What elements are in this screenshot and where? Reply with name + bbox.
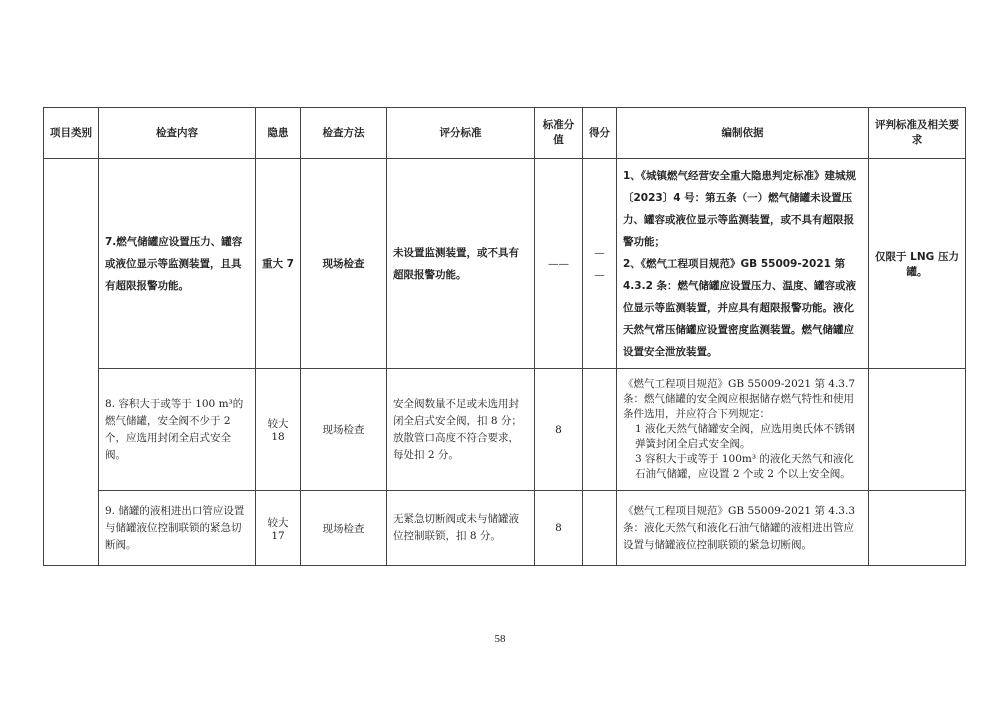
content-cell: 9. 储罐的液相进出口管应设置与储罐液位控制联锁的紧急切断阀。 xyxy=(99,491,256,566)
table-header-row xyxy=(44,108,966,159)
header-basis: 编制依据 xyxy=(617,108,869,159)
hazard-cell: 重大 7 xyxy=(256,159,301,369)
method-cell: 现场检查 xyxy=(301,491,387,566)
requirement-cell: 仅限于 LNG 压力罐。 xyxy=(869,159,966,369)
value-cell: 8 xyxy=(535,491,583,566)
table-row xyxy=(44,369,966,491)
hazard-cell: 较大17 xyxy=(256,491,301,566)
table-row xyxy=(44,491,966,566)
scoring-cell: 安全阀数量不足或未选用封闭全启式安全阀，扣 8 分；放散管口高度不符合要求，每处扣 2 分。 xyxy=(387,369,535,491)
value-cell: 8 xyxy=(535,369,583,491)
basis-cell xyxy=(617,159,869,369)
category-cell xyxy=(44,159,99,566)
inspection-table-sheet xyxy=(43,107,965,566)
scoring-cell: 未设置监测装置，或不具有超限报警功能。 xyxy=(387,159,535,369)
header-value: 标准分值 xyxy=(535,108,583,159)
hazard-cell: 较大18 xyxy=(256,369,301,491)
header-score: 得分 xyxy=(583,108,617,159)
header-scoring: 评分标准 xyxy=(387,108,535,159)
content-cell: 7.燃气储罐应设置压力、罐容或液位显示等监测装置，且具有超限报警功能。 xyxy=(99,159,256,369)
header-content: 检查内容 xyxy=(99,108,256,159)
header-requirement: 评判标准及相关要求 xyxy=(869,108,966,159)
header-method: 检查方法 xyxy=(301,108,387,159)
basis-paragraph: 《燃气工程项目规范》GB 55009-2021 第 4.3.7 条：燃气储罐的安全阀应根据储存燃气特性和使用条件选用，并应符合下列规定： xyxy=(623,378,856,420)
requirement-cell xyxy=(869,369,966,491)
table-row xyxy=(44,159,966,369)
basis-paragraph: 3 容积大于或等于 100m³ 的液化天然气和液化石油气储罐，应设置 2 个或 2 个以上安全阀。 xyxy=(635,453,854,480)
method-cell: 现场检查 xyxy=(301,159,387,369)
basis-cell xyxy=(617,369,869,491)
score-cell: — — xyxy=(583,159,617,369)
basis-paragraph: 《燃气工程项目规范》GB 55009-2021 第 4.3.3 条：液化天然气和液化石油气储罐的液相进出管应设置与储罐液位控制联锁的紧急切断阀。 xyxy=(623,504,856,551)
requirement-cell xyxy=(869,491,966,566)
header-hazard: 隐患 xyxy=(256,108,301,159)
content-cell: 8. 容积大于或等于 100 m³的燃气储罐，安全阀不少于 2 个，应选用封闭全启式安全阀。 xyxy=(99,369,256,491)
basis-cell xyxy=(617,491,869,566)
value-cell: —— xyxy=(535,159,583,369)
scoring-cell: 无紧急切断阀或未与储罐液位控制联锁，扣 8 分。 xyxy=(387,491,535,566)
basis-paragraph: 1 液化天然气储罐安全阀，应选用奥氏体不锈钢弹簧封闭全启式安全阀。 xyxy=(635,423,856,450)
page-number: 58 xyxy=(494,633,506,645)
header-category: 项目类别 xyxy=(44,108,99,159)
method-cell: 现场检查 xyxy=(301,369,387,491)
basis-paragraph: 2、《燃气工程项目规范》GB 55009-2021 第 4.3.2 条：燃气储罐应设置压力、温度、罐容或液位显示等监测装置，并应具有超限报警功能。液化天然气常压储罐应设置密度监测装置。燃气储罐应设置安全泄放装置。 xyxy=(623,257,857,358)
basis-paragraph: 1、《城镇燃气经营安全重大隐患判定标准》建城规〔2023〕4 号：第五条（一）燃气储罐未设置压力、罐容或液位显示等监测装置，或不具有超限报警功能； xyxy=(623,169,857,248)
score-cell xyxy=(583,491,617,566)
inspection-table xyxy=(43,107,966,566)
score-cell xyxy=(583,369,617,491)
